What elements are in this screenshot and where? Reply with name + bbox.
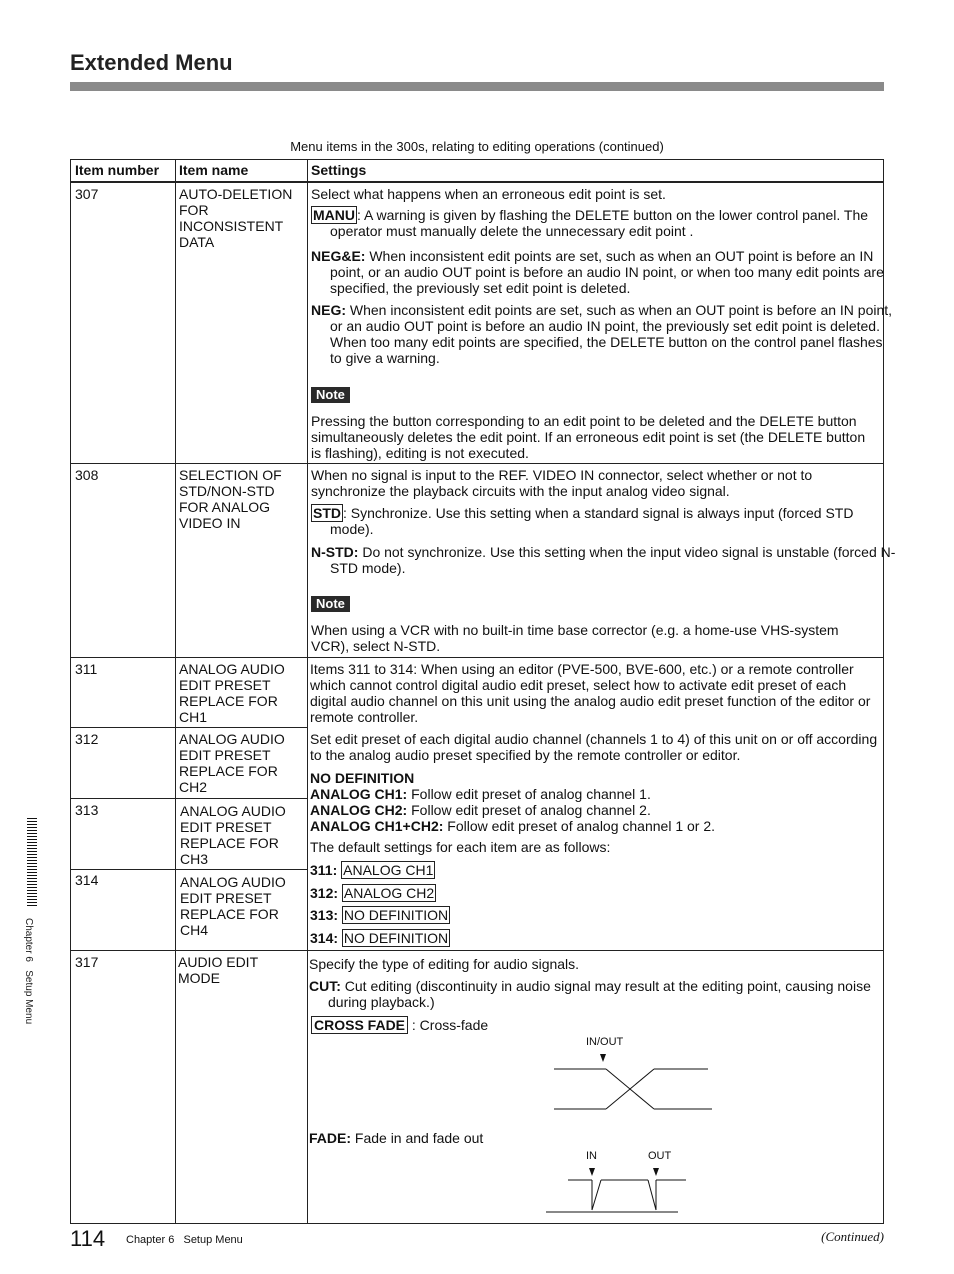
default-313: 313: NO DEFINITION	[310, 907, 449, 923]
note-label: Note	[311, 387, 350, 403]
item-number-307: 307	[75, 186, 99, 202]
analog-ch1: ANALOG CH1: Follow edit preset of analog channel 1.	[310, 786, 651, 802]
row-divider	[70, 869, 308, 870]
crossfade-diagram-label: IN/OUT	[586, 1036, 624, 1048]
note-308	[311, 595, 877, 612]
header-rule	[70, 181, 884, 183]
page-title: Extended Menu	[70, 50, 233, 75]
title-rule	[70, 82, 884, 91]
page-number: 114	[70, 1226, 106, 1251]
row-divider	[70, 727, 308, 728]
default-312: 312: ANALOG CH2	[310, 885, 435, 901]
item-name-317: AUDIO EDIT MODE	[178, 954, 258, 986]
item-name-314: ANALOG AUDIO EDIT PRESET REPLACE FOR CH4	[180, 874, 286, 938]
continued-label: (Continued)	[821, 1229, 884, 1244]
table-caption: Menu items in the 300s, relating to editing operations (continued)	[290, 139, 664, 154]
item-number-317: 317	[75, 954, 99, 970]
side-chapter-label: Chapter 6 Setup Menu	[23, 918, 34, 1025]
col-divider-2	[307, 159, 308, 1223]
note-307	[311, 386, 877, 403]
setting-307-intro: Select what happens when an erroneous edit point is set.	[311, 186, 666, 202]
setting-308-intro: When no signal is input to the REF. VIDEO IN connector, select whether or not to synchronize the playback circuits with the input analog video signal.	[311, 467, 813, 499]
header-item-number: Item number	[75, 162, 160, 178]
setting-307-nege: NEG&E: When inconsistent edit points are set, such as when an OUT point is before an IN point, or an audio OUT point is before an audio IN point, or when too many edit points are specified, the previously set edit point is deleted.	[311, 248, 884, 296]
item-number-308: 308	[75, 467, 99, 483]
note-label: Note	[311, 596, 350, 612]
crossfade-diagram	[540, 1048, 720, 1114]
setting-307-neg: NEG: When inconsistent edit points are set, such as when an OUT point is before an IN point, or an audio OUT point is before an audio IN point, the previously set edit point is deleted. When too many edit points are specified, the DELETE button on the control panel flashes to give a warning.	[311, 302, 893, 366]
row-divider	[70, 950, 884, 951]
std-option: STD	[313, 505, 341, 521]
setting-307-manu: MANU : A warning is given by flashing the DELETE button on the lower control panel. The operator must manually delete the unnecessary edit point .	[313, 207, 869, 239]
no-definition: NO DEFINITION	[310, 770, 415, 786]
crossfade-option: CROSS FADE	[311, 1016, 408, 1034]
row-divider	[70, 463, 884, 464]
setting-317-cut: CUT: Cut editing (discontinuity in audio signal may result at the editing point, causing noise during playback.)	[309, 978, 871, 1010]
default-311: 311: ANALOG CH1	[310, 862, 434, 878]
header-settings: Settings	[311, 162, 367, 178]
setting-317-fade: FADE: Fade in and fade out	[309, 1130, 484, 1146]
default-314: 314: NO DEFINITION	[310, 930, 449, 946]
setting-308-nstd: N-STD: Do not synchronize. Use this setting when the input video signal is unstable (forced N-STD mode).	[311, 544, 896, 576]
setting-317-crossfade: CROSS FADE : Cross-fade	[311, 1017, 877, 1033]
item-number-314: 314	[75, 872, 99, 888]
item-number-311: 311	[75, 661, 98, 677]
item-name-307: AUTO-DELETION FOR INCONSISTENT DATA	[179, 186, 293, 250]
item-number-313: 313	[75, 802, 99, 818]
row-divider	[70, 798, 308, 799]
setting-308-std: STD : Synchronize. Use this setting when a standard signal is always input (forced STD mode).	[313, 505, 854, 537]
setting-311-intro: Items 311 to 314: When using an editor (PVE-500, BVE-600, etc.) or a remote controller which cannot control digital audio edit preset, select how to activate edit preset of each digital audio channel on this unit using the analog audio edit preset function of the editor or remote controller.	[310, 661, 871, 725]
manu-option: MANU	[313, 207, 355, 223]
fade-out-label: OUT	[648, 1150, 672, 1162]
fade-in-label: IN	[586, 1150, 597, 1162]
fade-diagram	[540, 1162, 700, 1216]
item-name-308: SELECTION OF STD/NON-STD FOR ANALOG VIDEO IN	[179, 467, 282, 531]
defaults-intro: The default settings for each item are as follows:	[310, 839, 611, 855]
row-divider	[70, 657, 884, 658]
analog-ch1-ch2: ANALOG CH1+CH2: Follow edit preset of analog channel 1 or 2.	[310, 818, 716, 834]
item-name-312: ANALOG AUDIO EDIT PRESET REPLACE FOR CH2	[179, 731, 285, 795]
note-307-text: Pressing the button corresponding to an edit point to be deleted and the DELETE button simultaneously deletes the edit point. If an erroneous edit point is set (the DELETE button is flashing), editing is not executed.	[311, 413, 866, 461]
item-name-311: ANALOG AUDIO EDIT PRESET REPLACE FOR CH1	[179, 661, 285, 725]
item-name-313: ANALOG AUDIO EDIT PRESET REPLACE FOR CH3	[180, 803, 286, 867]
analog-ch2: ANALOG CH2: Follow edit preset of analog channel 2.	[310, 802, 651, 818]
note-308-text: When using a VCR with no built-in time base corrector (e.g. a home-use VHS-system VCR), select N-STD.	[311, 622, 839, 654]
item-number-312: 312	[75, 731, 99, 747]
chapter-thumb-tab	[27, 818, 37, 906]
col-divider-1	[175, 159, 176, 1223]
setting-311-314-set: Set edit preset of each digital audio channel (channels 1 to 4) of this unit on or off according to the analog audio preset specified by the remote controller or editor.	[310, 731, 878, 763]
setting-317-intro: Specify the type of editing for audio signals.	[309, 956, 580, 972]
header-item-name: Item name	[179, 162, 249, 178]
footer-chapter: Chapter 6 Setup Menu	[126, 1234, 243, 1246]
